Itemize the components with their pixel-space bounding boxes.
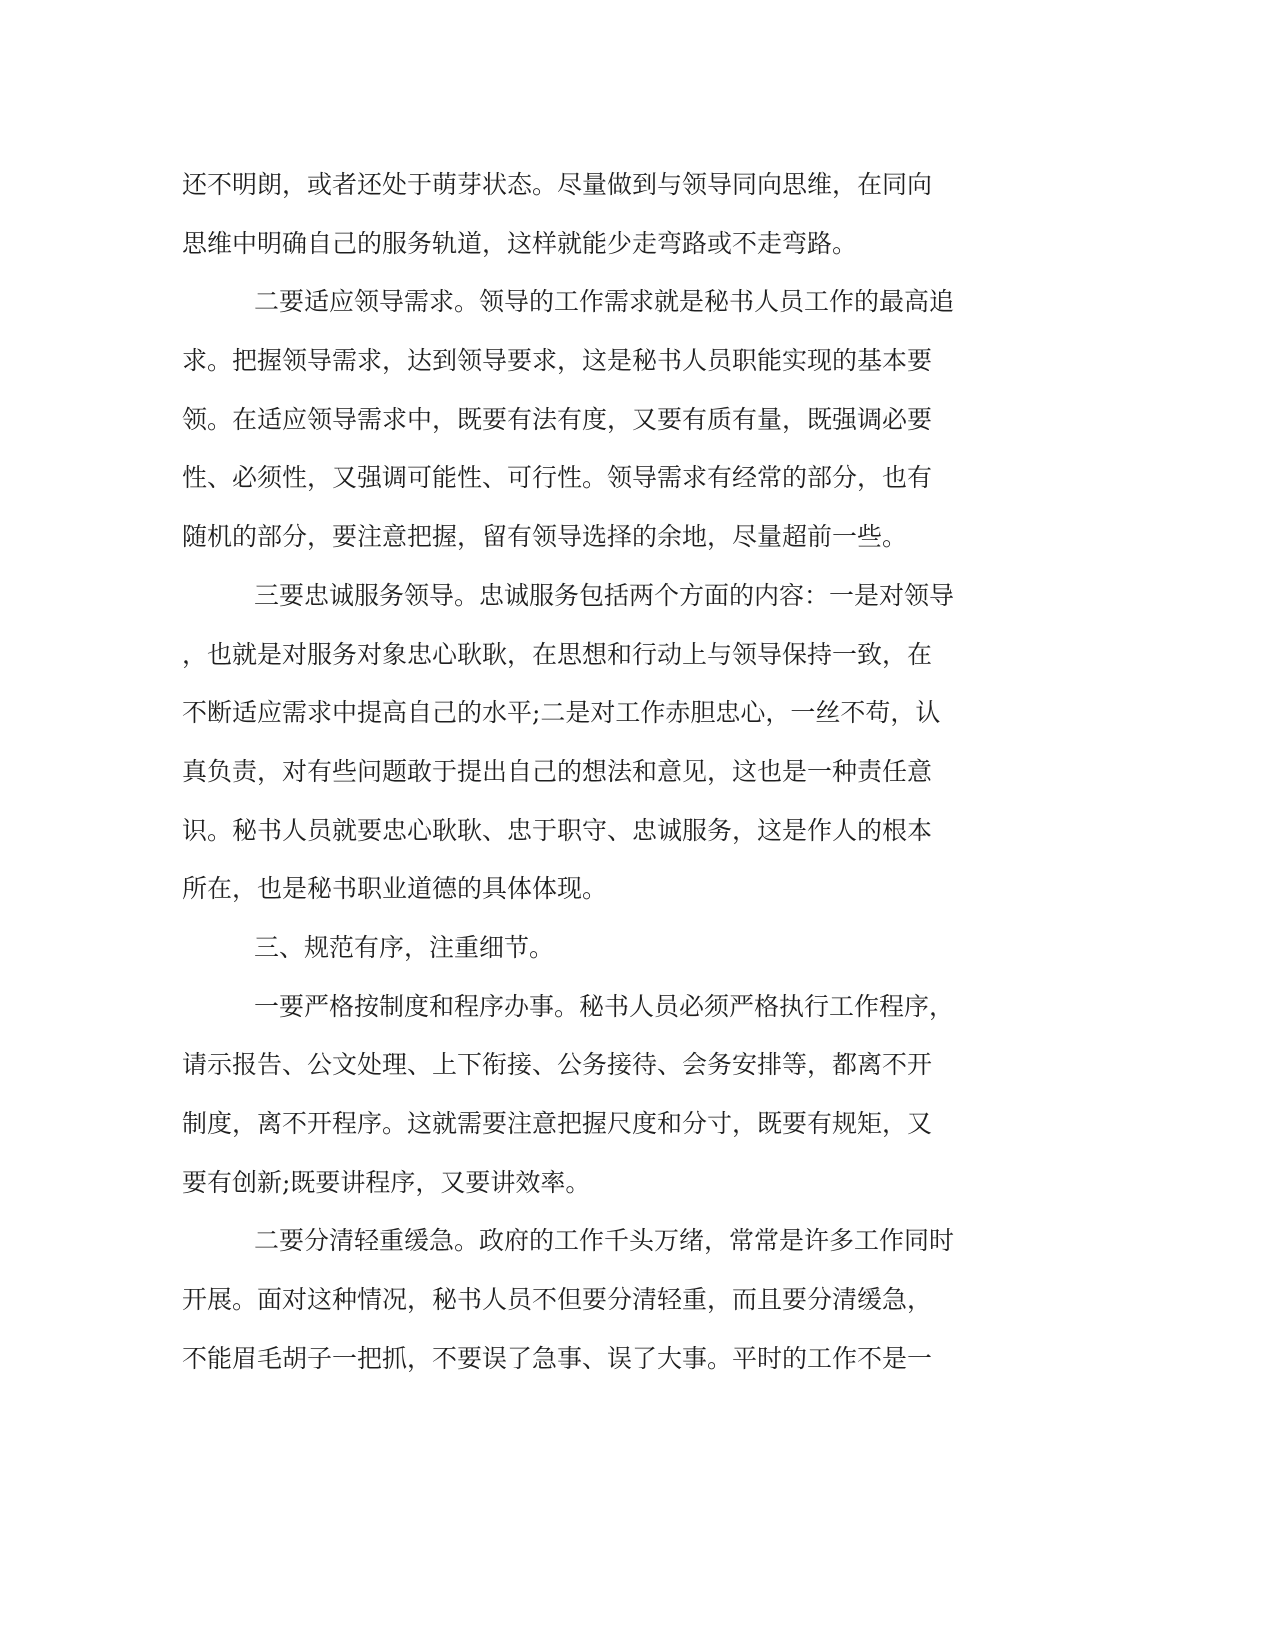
paragraph-start-line: 二要适应领导需求。领导的工作需求就是秘书人员工作的最高追 [254,287,955,317]
paragraph-start-line: 三要忠诚服务领导。忠诚服务包括两个方面的内容：一是对领导 [254,580,955,610]
text-line: 制度，离不开程序。这就需要注意把握尺度和分寸，既要有规矩，又 [182,1109,933,1138]
text-line: 思维中明确自己的服务轨道，这样就能少走弯路或不走弯路。 [182,228,858,258]
text-line: 不能眉毛胡子一把抓，不要误了急事、误了大事。平时的工作不是一 [182,1343,933,1373]
text-line: 请示报告、公文处理、上下衔接、公务接待、会务安排等，都离不开 [182,1050,933,1080]
paragraph-start-line: 一要严格按制度和程序办事。秘书人员必须严格执行工作程序， [254,991,955,1021]
document-body [182,156,1032,1388]
text-line: 还不明朗，或者还处于萌芽状态。尽量做到与领导同向思维，在同向 [182,170,933,199]
text-line: 开展。面对这种情况，秘书人员不但要分清轻重，而且要分清缓急， [182,1285,933,1315]
section-heading: 三、规范有序，注重细节。 [254,932,555,962]
text-line: 求。把握领导需求，达到领导要求，这是秘书人员职能实现的基本要 [182,346,933,376]
text-line: 领。在适应领导需求中，既要有法有度，又要有质有量，既强调必要 [182,404,933,434]
paragraph-start-line: 二要分清轻重缓急。政府的工作千头万绪，常常是许多工作同时 [254,1226,955,1256]
text-line: 识。秘书人员就要忠心耿耿、忠于职守、忠诚服务，这是作人的根本 [182,815,933,845]
text-line: ，也就是对服务对象忠心耿耿，在思想和行动上与领导保持一致，在 [182,639,933,669]
text-line: 真负责，对有些问题敢于提出自己的想法和意见，这也是一种责任意 [182,756,933,786]
text-line: 随机的部分，要注意把握，留有领导选择的余地，尽量超前一些。 [182,522,908,552]
text-line: 性、必须性，又强调可能性、可行性。领导需求有经常的部分，也有 [182,463,933,493]
text-line: 不断适应需求中提高自己的水平;二是对工作赤胆忠心，一丝不苟，认 [182,698,941,728]
text-line: 要有创新;既要讲程序，又要讲效率。 [182,1167,591,1197]
text-line: 所在，也是秘书职业道德的具体体现。 [182,874,608,904]
